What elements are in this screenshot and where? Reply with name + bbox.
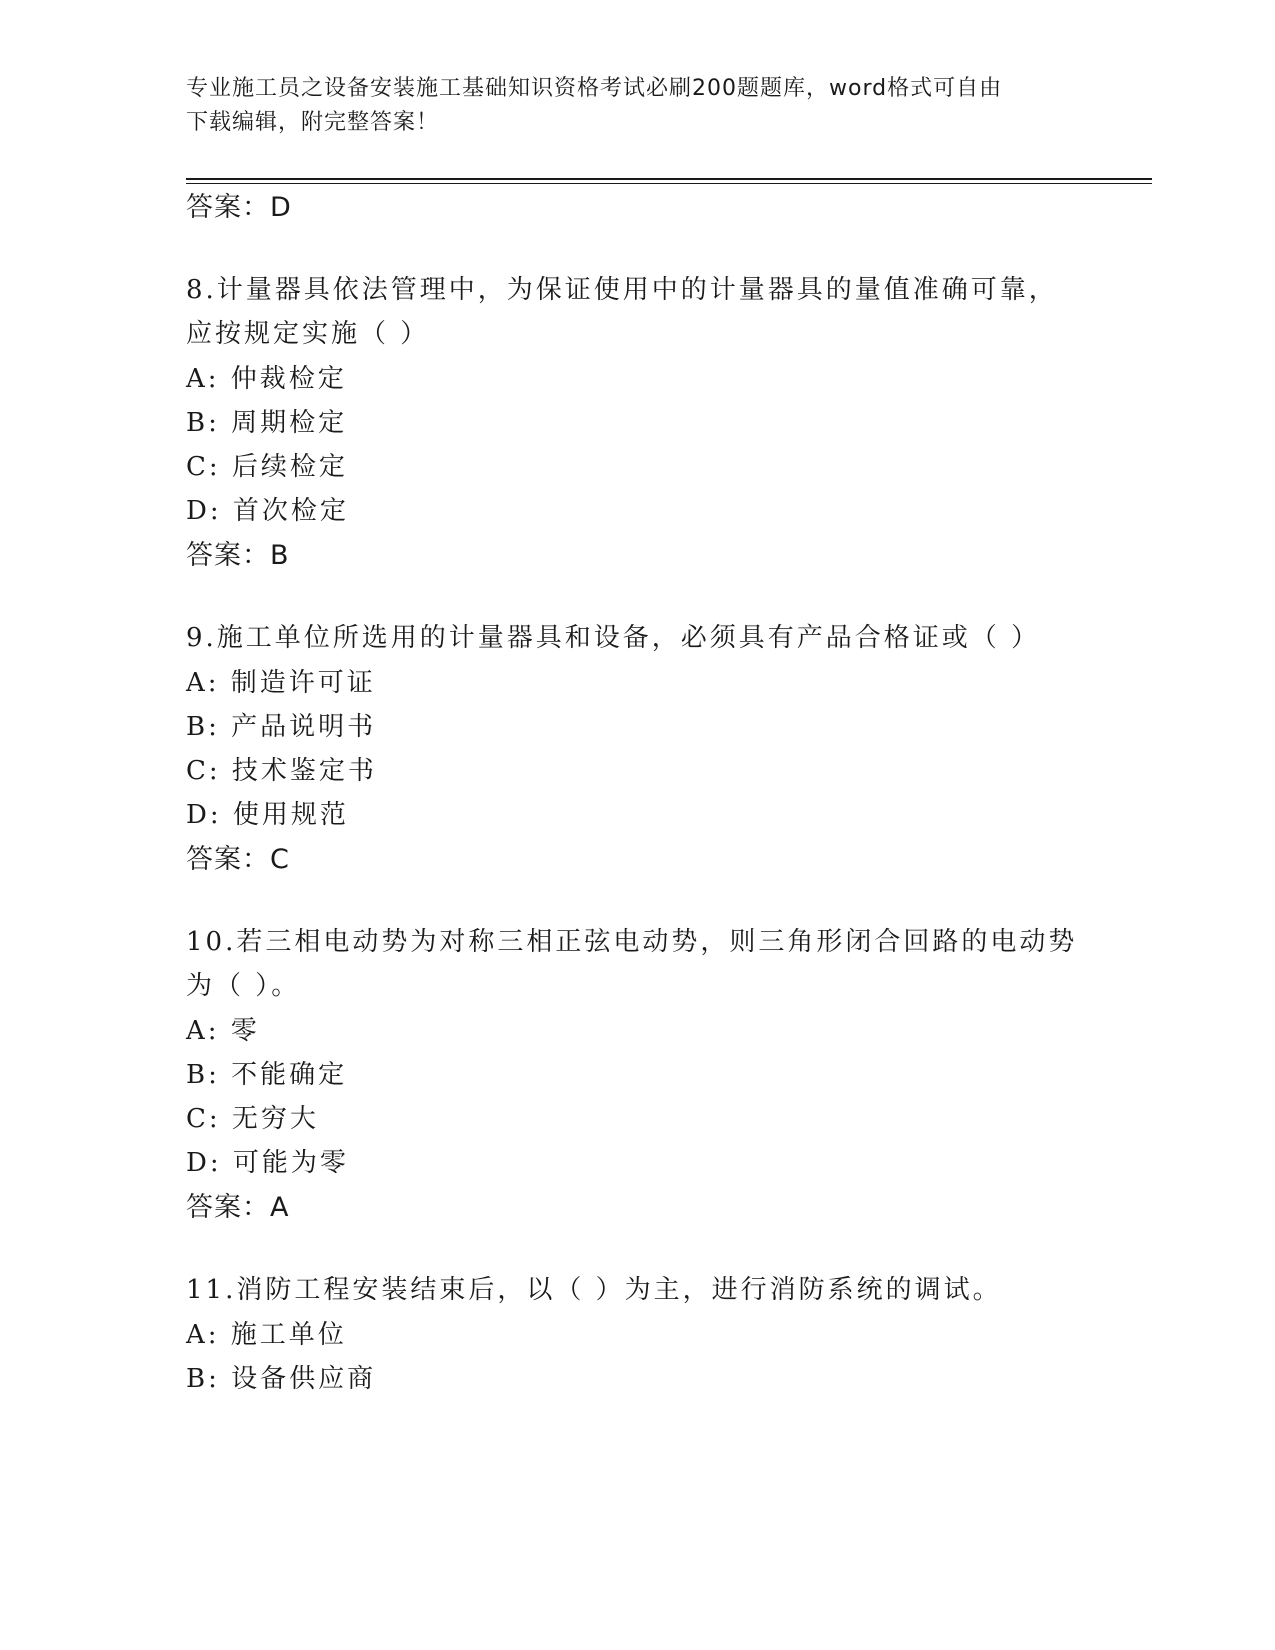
- q9-option-c: C: 技术鉴定书: [186, 756, 377, 786]
- answer-q9: 答案：C: [186, 844, 290, 875]
- document-header: [186, 72, 1066, 140]
- q10-option-c: C: 无穷大: [186, 1104, 319, 1134]
- header-divider-thick: [186, 178, 1152, 180]
- q9-option-b: B: 产品说明书: [186, 712, 377, 742]
- q8-option-b: B: 周期检定: [186, 408, 348, 438]
- q10-option-a: A: 零: [186, 1016, 260, 1046]
- q10-option-b: B: 不能确定: [186, 1060, 348, 1090]
- q9-option-d: D: 使用规范: [186, 800, 349, 830]
- q8-option-c: C: 后续检定: [186, 452, 348, 482]
- q9-option-a: A: 制造许可证: [186, 668, 376, 698]
- header-line-1: 专业施工员之设备安装施工基础知识资格考试必刷200题题库，word格式可自由: [186, 76, 1003, 101]
- q8-option-d: D: 首次检定: [186, 496, 349, 526]
- q8-text-line-1: 8.计量器具依法管理中，为保证使用中的计量器具的量值准确可靠，: [186, 275, 1058, 305]
- q10-text-line-1: 10.若三相电动势为对称三相正弦电动势，则三角形闭合回路的电动势: [186, 927, 1078, 957]
- q11-option-b: B: 设备供应商: [186, 1364, 377, 1394]
- q8-option-a: A: 仲裁检定: [186, 364, 347, 394]
- header-divider-thin: [186, 183, 1152, 184]
- answer-q7: 答案：D: [186, 192, 292, 223]
- header-line-2: 下载编辑，附完整答案！: [186, 110, 440, 135]
- answer-q8: 答案：B: [186, 540, 290, 571]
- answer-q10: 答案：A: [186, 1192, 290, 1223]
- q10-text-line-2: 为（ ）。: [186, 971, 301, 1001]
- q9-text-line-1: 9.施工单位所选用的计量器具和设备，必须具有产品合格证或（ ）: [186, 623, 1041, 653]
- q10-option-d: D: 可能为零: [186, 1148, 349, 1178]
- q8-text-line-2: 应按规定实施（ ）: [186, 319, 430, 349]
- q11-text-line-1: 11.消防工程安装结束后，以（ ）为主，进行消防系统的调试。: [186, 1275, 1002, 1305]
- q11-option-a: A: 施工单位: [186, 1320, 347, 1350]
